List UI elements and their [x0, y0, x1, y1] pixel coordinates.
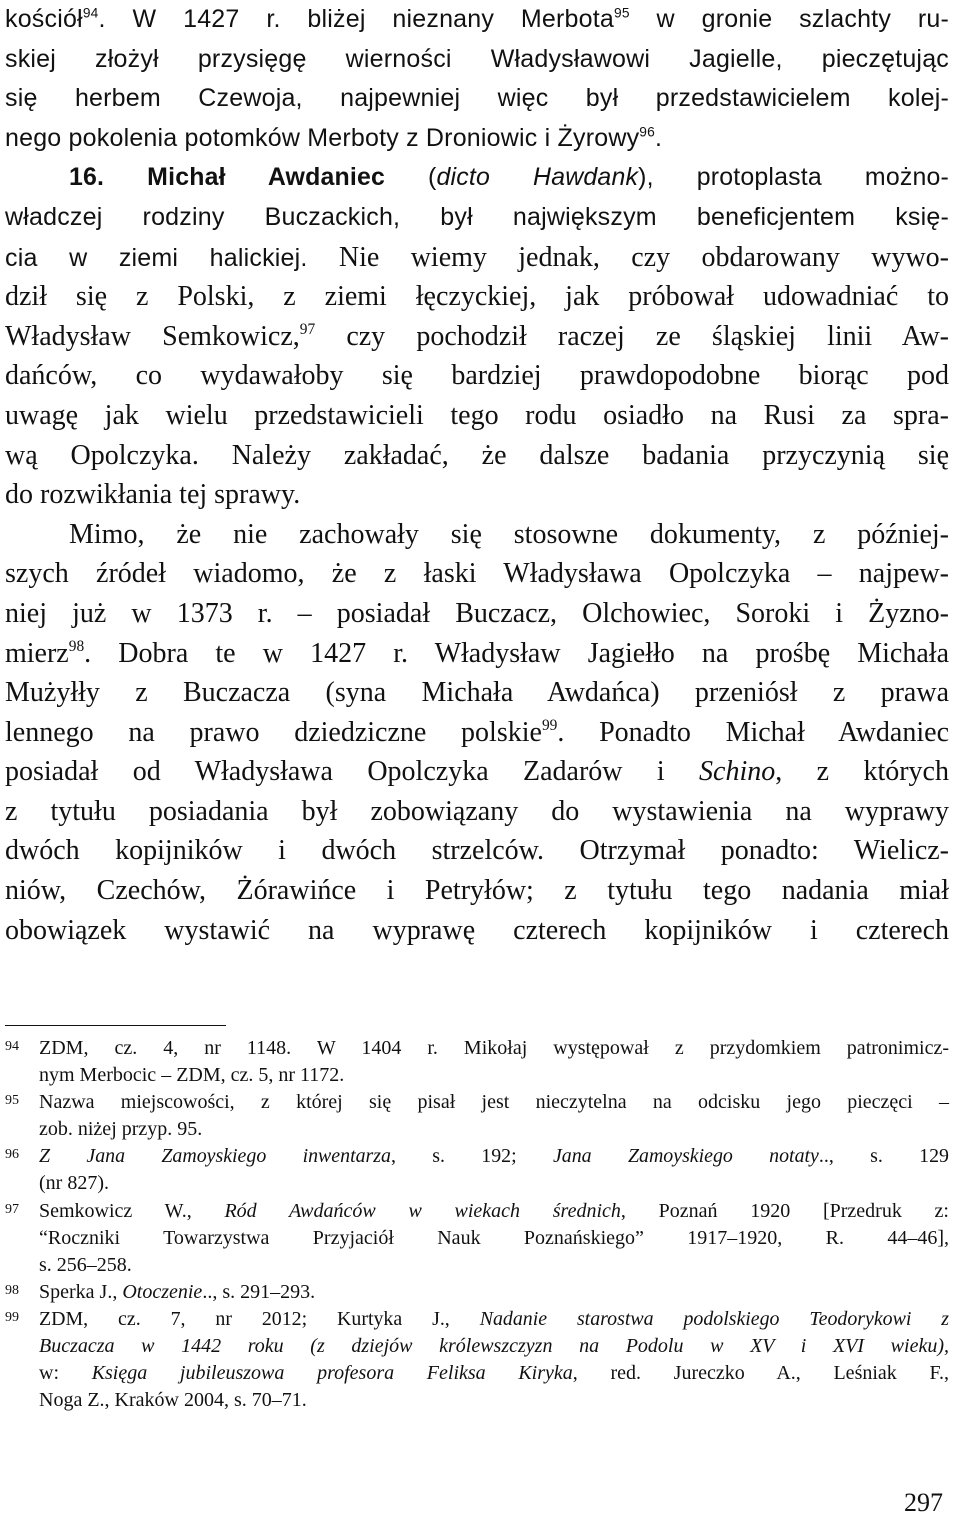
text-line: do rozwikłania tej sprawy. — [5, 479, 301, 511]
text-line: skiej złożył przysięgę wierności Władysławowi Jagielle, pieczętując — [5, 44, 949, 73]
text-line: z tytułu posiadania był zobowiązany do wystawienia na wyprawy — [5, 795, 949, 827]
text-line: uwagę jak wielu przedstawicieli tego rodu osiadło na Rusi za spra- — [5, 399, 949, 431]
text-line: lennego na prawo dziedziczne polskie$^{99}$. Ponadto Michał Awdaniec — [5, 716, 949, 748]
text-line: Mimo, że nie zachowały się stosowne dokumenty, z później- — [69, 518, 949, 550]
text-line: się herbem Czewoja, najpewniej więc był przedstawicielem kolej- — [5, 84, 949, 113]
footnote-98: 98 Sperka J., Otoczenie.., s. 291–293. — [5, 1279, 949, 1306]
footnote-97: 97 Semkowicz W., Ród Awdańców w wiekach średnich, Poznań 1920 [Przedruk z: “Roczniki Towarzystwa Przyjaciół Nauk Poznańskiego” 1917–1920, R. 44–46], s. 256–258. — [5, 1198, 949, 1279]
footnote-number: 99 — [5, 1309, 19, 1325]
footnote-ref: 99 — [541, 716, 558, 734]
text-line: cia w ziemi halickiej. Nie wiemy jednak, czy obdarowany wywo- — [5, 241, 949, 273]
footnote-number: 98 — [5, 1282, 19, 1298]
main-text — [5, 0, 949, 950]
footnote-ref: 98 — [68, 637, 85, 655]
text-line: dwóch kopijników i dwóch strzelców. Otrzymał ponadto: Wielicz- — [5, 835, 949, 867]
section-heading-line: 16. Michał Awdaniec (dicto Hawdank), protoplasta możno- — [69, 163, 950, 192]
footnote-ref: 94 — [82, 5, 99, 21]
text-line: posiadał od Władysława Opolczyka Zadarów i Schino, z których — [5, 756, 949, 788]
footnote-96: 96 Z Jana Zamoyskiego inwentarza, s. 192; Jana Zamoyskiego notaty.., s. 129 (nr 827). — [5, 1143, 949, 1197]
footnote-number: 94 — [5, 1039, 19, 1054]
text-line: dańców, co wydawałoby się bardziej prawdopodobne biorąc pod — [5, 360, 949, 392]
footnote-number: 97 — [5, 1201, 19, 1217]
text-line: niów, Czechów, Żórawińce i Petryłów; z tytułu tego nadania miał — [5, 875, 949, 907]
footnote-number: 95 — [5, 1093, 19, 1109]
footnote-ref: 97 — [299, 320, 316, 338]
text-line: nego pokolenia potomków Merboty z Droniowic i Żyrowy$^{96}$. — [5, 123, 663, 152]
text-line: władczej rodziny Buczackich, był największym beneficjentem księ- — [5, 202, 949, 231]
footnote-number: 96 — [5, 1147, 19, 1163]
section-heading: 16. Michał Awdaniec — [69, 163, 386, 192]
text-line: Mużyłły z Buczacza (syna Michała Awdańca) przeniósł z prawa — [5, 677, 949, 709]
page-number: 297 — [904, 1488, 943, 1517]
text-line: dził się z Polski, z ziemi łęczyckiej, jak próbował udowadniać to — [5, 281, 949, 313]
footnote-ref: 96 — [639, 124, 655, 140]
footnote-94: 94 ZDM, cz. 4, nr 1148. W 1404 r. Mikołaj występował z przydomkiem patronimicz- nym Merbocic – ZDM, cz. 5, nr 1172. — [5, 1035, 949, 1089]
text-line: niej już w 1373 r. – posiadał Buczacz, Olchowiec, Soroki i Żyzno- — [5, 597, 949, 629]
footnote-95: 95 Nazwa miejscowości, z której się pisał jest nieczytelna na odcisku jego pieczęci – zob. niżej przyp. 95. — [5, 1089, 949, 1143]
text-line: szych źródeł wiadomo, że z łaski Władysława Opolczyka – najpew- — [5, 558, 949, 590]
footnote-separator — [5, 1025, 226, 1026]
footnote-99: 99 ZDM, cz. 7, nr 2012; Kurtyka J., Nadanie starostwa podolskiego Teodorykowi z Buczacza w 1442 roku (z dziejów królewszczyzn na Podolu w XV i XVI wieku), w: Księga jubileuszowa profesora Feliksa Kiryka, red. Jureczko A., Leśniak F., Noga Z., Kraków 2004, s. 70–71. — [5, 1306, 949, 1414]
text-line: wą Opolczyka. Należy zakładać, że dalsze badania przyczynią się — [5, 439, 949, 471]
text-line: obowiązek wystawić na wyprawę czterech kopijników i czterech — [5, 914, 949, 946]
text-line: kościół$^{94}$. W 1427 r. bliżej nieznany Merbota$^{95}$ w gronie szlachty ru- — [5, 5, 949, 33]
text-line: mierz$^{98}$. Dobra te w 1427 r. Władysław Jagiełło na prośbę Michała — [5, 637, 949, 669]
footnotes — [5, 1035, 949, 1414]
text-line: Władysław Semkowicz,$^{97}$ czy pochodził raczej ze śląskiej linii Aw- — [5, 320, 949, 352]
footnote-ref: 95 — [614, 5, 630, 21]
